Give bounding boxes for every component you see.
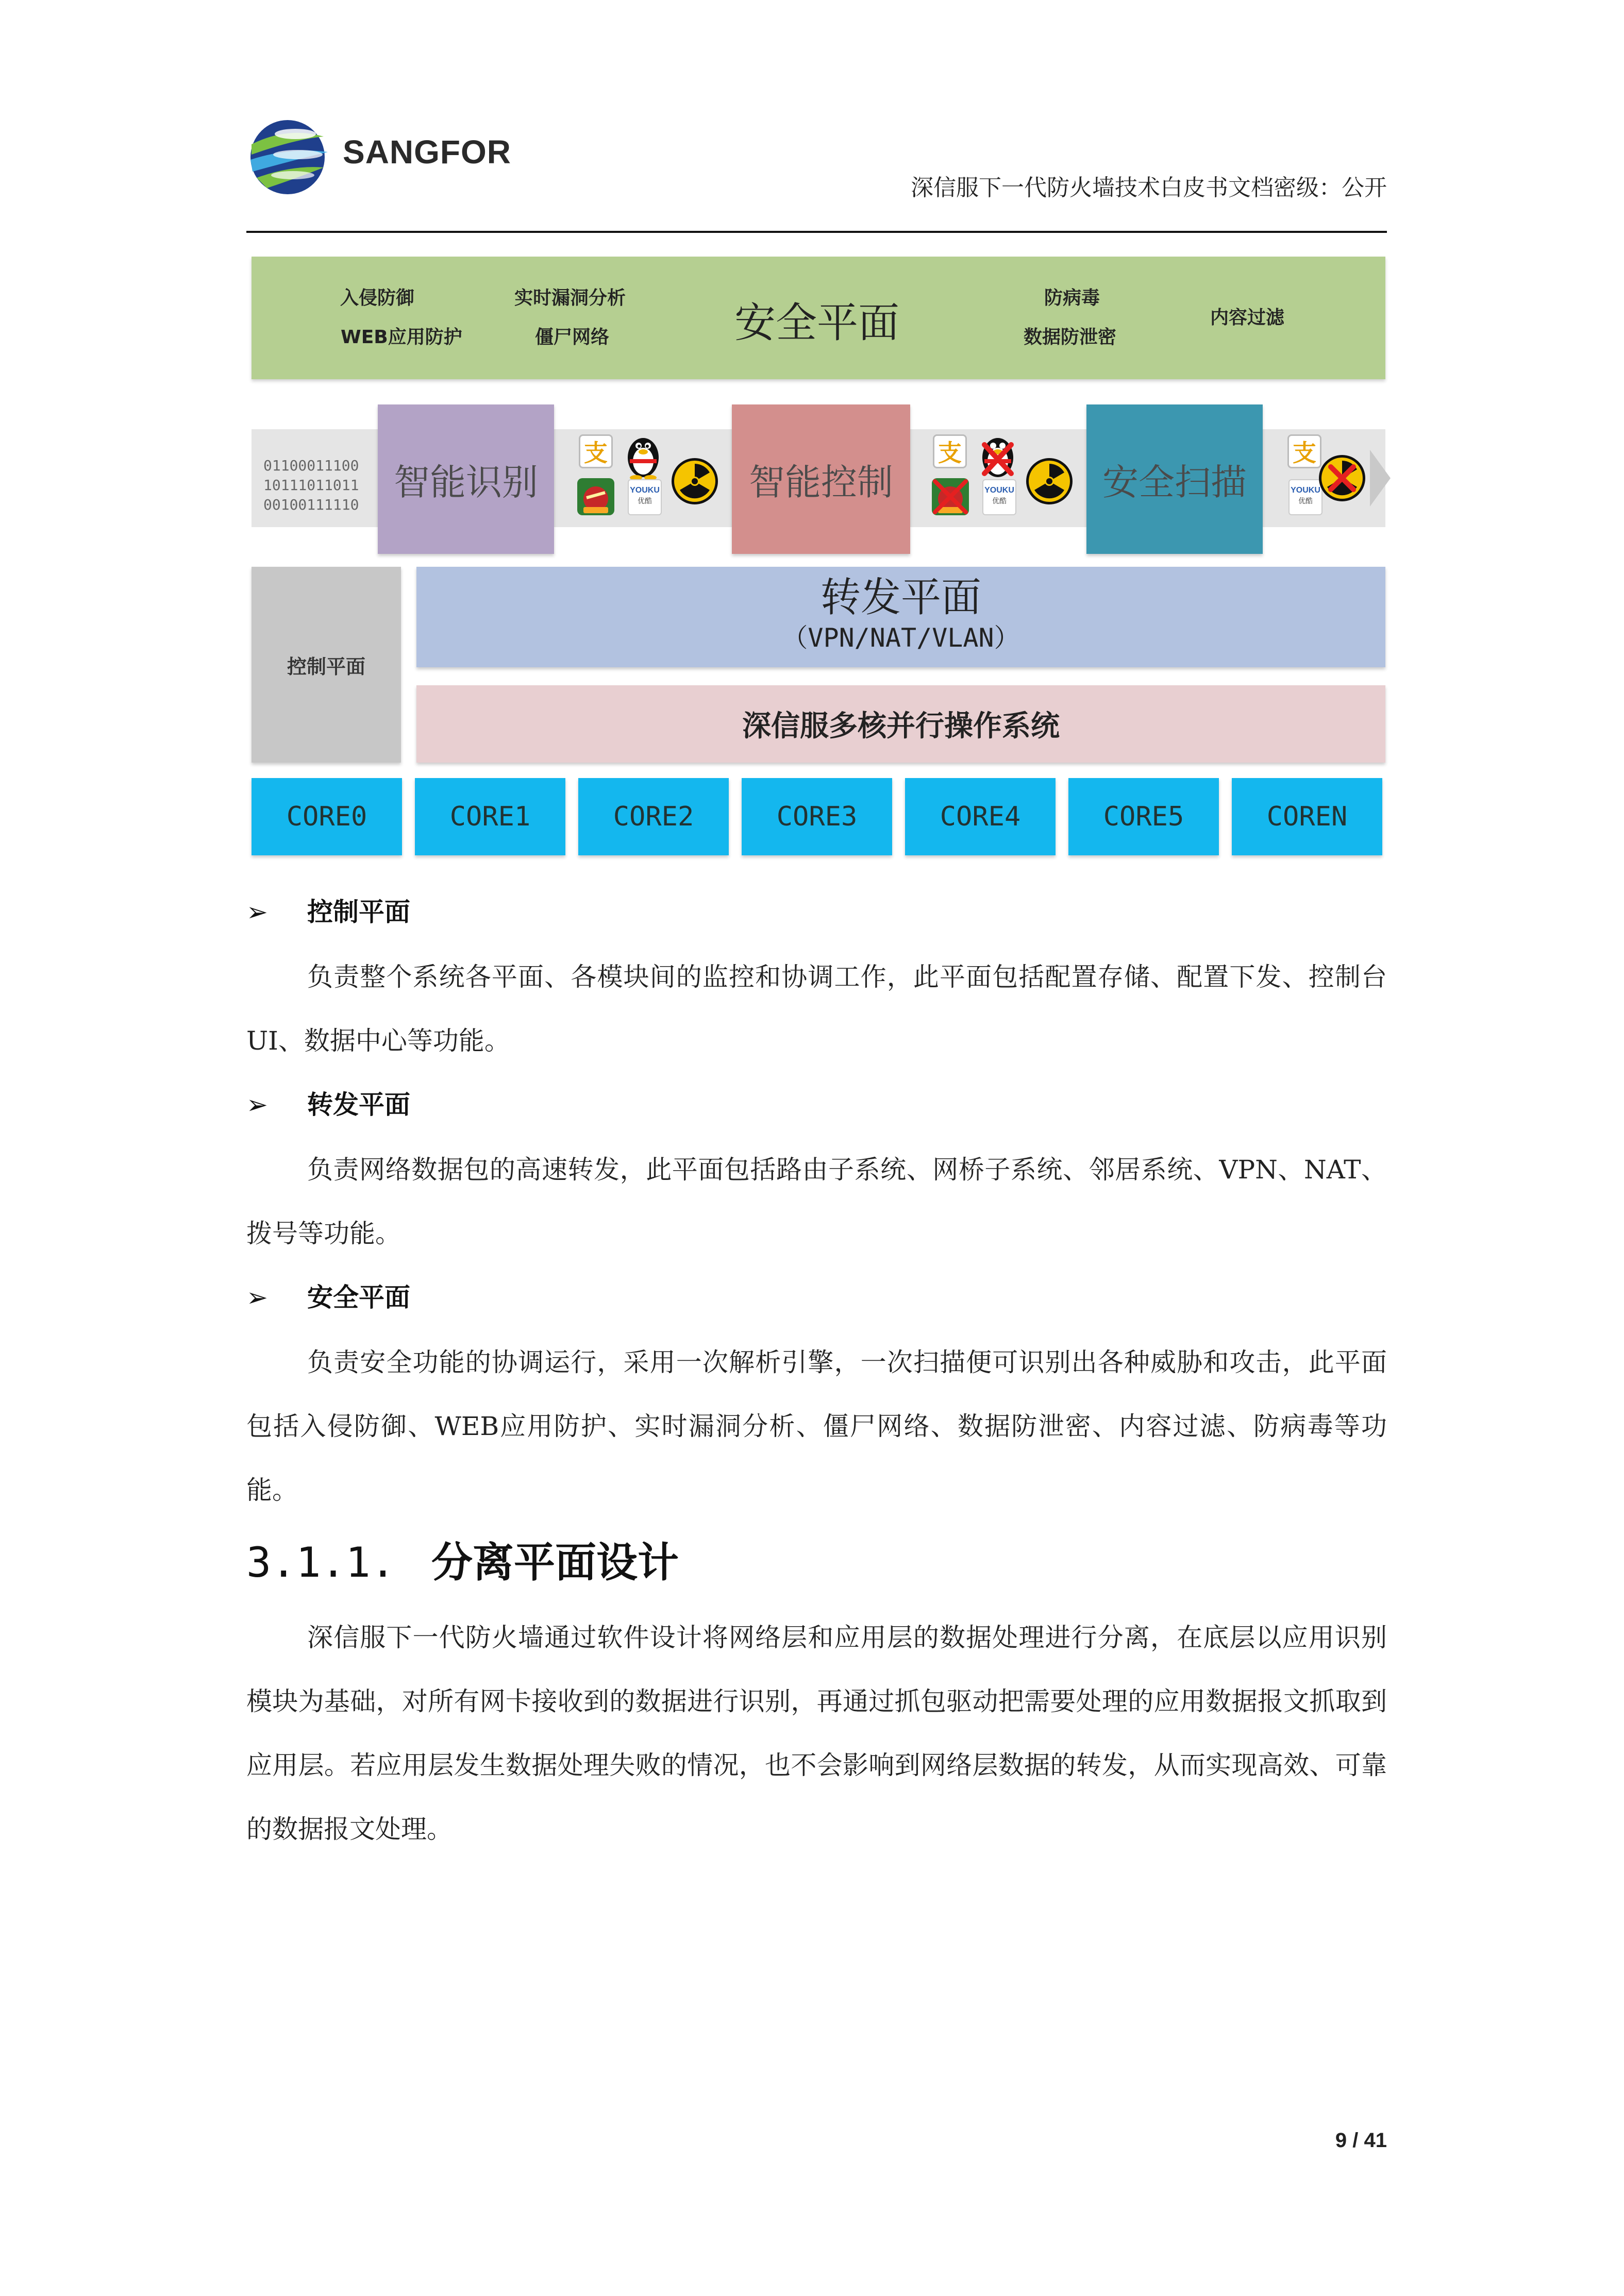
subsection-title: 分离平面设计 bbox=[431, 1539, 679, 1586]
radiation-hazard-icon bbox=[1025, 457, 1074, 506]
section-heading-forwarding bbox=[246, 1084, 410, 1121]
module-identify-label: 智能识别 bbox=[394, 461, 538, 503]
core-box bbox=[742, 778, 892, 855]
core-label: CORE4 bbox=[940, 801, 1021, 832]
radiation-hazard-blocked-icon bbox=[1317, 453, 1367, 503]
core-box bbox=[415, 778, 565, 855]
paragraph: 负责整个系统各平面、各模块间的监控和协调工作，此平面包括配置存储、配置下发、控制台UI、数据中心等功能。 bbox=[246, 962, 1387, 1056]
sec-item-dlp: 数据防泄密 bbox=[1024, 327, 1117, 348]
subsection-body bbox=[246, 1606, 1387, 1861]
bullet-arrow-icon: ➢ bbox=[246, 1090, 268, 1120]
youku-label: YOUKU bbox=[984, 486, 1014, 495]
core-box bbox=[905, 778, 1056, 855]
subsection-heading bbox=[246, 1529, 679, 1589]
sangfor-logo-icon bbox=[246, 116, 334, 198]
os-plane-label: 深信服多核并行操作系统 bbox=[742, 710, 1060, 743]
header-divider bbox=[246, 231, 1387, 233]
youku-label: YOUKU bbox=[630, 486, 660, 495]
qq-penguin-blocked-icon bbox=[977, 429, 1018, 481]
document-title: 深信服下一代防火墙技术白皮书文档密级：公开 bbox=[911, 175, 1387, 201]
page-number: 9 / 41 bbox=[1335, 2129, 1387, 2152]
core-label: CORE3 bbox=[776, 801, 858, 832]
section-heading-security bbox=[246, 1277, 410, 1314]
sec-item-vuln: 实时漏洞分析 bbox=[514, 288, 626, 309]
sec-item-ips: 入侵防御 bbox=[340, 288, 415, 309]
security-plane-title: 安全平面 bbox=[734, 299, 899, 347]
qq-penguin-icon bbox=[623, 429, 664, 481]
core-box bbox=[1232, 778, 1382, 855]
core-box bbox=[578, 778, 729, 855]
alipay-icon: 支 bbox=[579, 434, 613, 468]
core-label: CORE0 bbox=[286, 801, 367, 832]
sec-item-antivirus: 防病毒 bbox=[1044, 288, 1100, 309]
section-heading-text: 控制平面 bbox=[307, 897, 410, 927]
section-heading-control bbox=[246, 891, 410, 928]
youku-icon bbox=[982, 479, 1016, 515]
paragraph: 负责网络数据包的高速转发，此平面包括路由子系统、网桥子系统、邻居系统、VPN、NAT、拨号等功能。 bbox=[246, 1155, 1387, 1248]
architecture-diagram bbox=[246, 251, 1387, 860]
section-heading-text: 转发平面 bbox=[307, 1090, 410, 1120]
section-body-forwarding bbox=[246, 1138, 1387, 1265]
os-plane-box bbox=[416, 685, 1385, 763]
sec-item-content-filter: 内容过滤 bbox=[1210, 307, 1285, 328]
core-label: CORE1 bbox=[449, 801, 531, 832]
youku-cn-label: 优酷 bbox=[1298, 497, 1313, 505]
paragraph: 负责安全功能的协调运行，采用一次解析引擎，一次扫描便可识别出各种威胁和攻击，此平面包括入侵防御、WEB应用防护、实时漏洞分析、僵尸网络、数据防泄密、内容过滤、防病毒等功能。 bbox=[246, 1347, 1387, 1505]
subsection-number: 3.1.1. bbox=[246, 1539, 395, 1586]
forwarding-plane-subtitle: （VPN/NAT/VLAN） bbox=[782, 623, 1020, 653]
strip-arrow-icon bbox=[1370, 450, 1391, 507]
control-plane-box bbox=[252, 567, 401, 763]
forwarding-plane-title: 转发平面 bbox=[820, 575, 981, 621]
module-scan bbox=[1086, 404, 1263, 554]
sec-item-botnet: 僵尸网络 bbox=[535, 327, 610, 348]
section-heading-text: 安全平面 bbox=[307, 1282, 410, 1312]
youku-cn-label: 优酷 bbox=[992, 497, 1007, 505]
section-body-control bbox=[246, 945, 1387, 1073]
game-fruit-blocked-icon bbox=[931, 477, 970, 516]
module-identify bbox=[378, 404, 554, 554]
core-label: CORE2 bbox=[613, 801, 694, 832]
paragraph: 深信服下一代防火墙通过软件设计将网络层和应用层的数据处理进行分离，在底层以应用识别模块为基础，对所有网卡接收到的数据进行识别，再通过抓包驱动把需要处理的应用数据报文抓取到应用层。若应用层发生数据处理失败的情况，也不会影响到网络层数据的转发，从而实现高效、可靠的数据报文处理。 bbox=[246, 1623, 1387, 1844]
core-label: CORE5 bbox=[1103, 801, 1184, 832]
module-control-label: 智能控制 bbox=[749, 461, 893, 503]
brand-name: SANGFOR bbox=[343, 133, 511, 171]
bullet-arrow-icon: ➢ bbox=[246, 897, 268, 927]
section-body-security bbox=[246, 1330, 1387, 1522]
core-label: COREN bbox=[1266, 801, 1348, 832]
youku-icon bbox=[628, 479, 662, 515]
alipay-icon: 支 bbox=[933, 434, 967, 468]
module-control bbox=[732, 404, 910, 554]
sec-item-waf: WEB应用防护 bbox=[341, 327, 462, 348]
bullet-arrow-icon: ➢ bbox=[246, 1282, 268, 1312]
module-scan-label: 安全扫描 bbox=[1102, 461, 1247, 503]
youku-cn-label: 优酷 bbox=[638, 497, 652, 505]
control-plane-label: 控制平面 bbox=[287, 655, 365, 678]
core-box bbox=[1068, 778, 1219, 855]
youku-label: YOUKU bbox=[1291, 486, 1320, 495]
alipay-icon: 支 bbox=[1287, 434, 1321, 468]
core-box bbox=[252, 778, 402, 855]
radiation-hazard-icon bbox=[670, 457, 719, 506]
forwarding-plane-box bbox=[416, 567, 1385, 667]
game-fruit-icon bbox=[576, 477, 615, 516]
binary-stream: 01100011100 10111011011 00100111110 bbox=[263, 457, 359, 513]
